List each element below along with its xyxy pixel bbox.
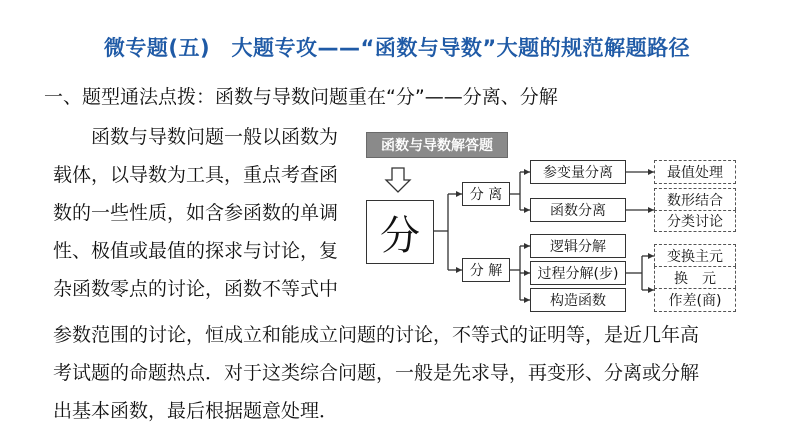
paragraph-line: 载体，以导数为工具，重点考查函	[53, 164, 339, 186]
paragraph-line: 参数范围的讨论，恒成立和能成立问题的讨论，不等式的证明等，是近几年高	[53, 324, 700, 346]
paragraph-line: 杂函数零点的讨论，函数不等式中	[53, 278, 339, 300]
dec-item-construct: 构造函数	[530, 288, 626, 312]
dec-item-logic: 逻辑分解	[530, 234, 626, 258]
result-difference: 作差(商)	[654, 288, 736, 312]
page-title: 微专题(五) 大题专攻——“函数与导数”大题的规范解题路径	[103, 36, 691, 60]
result-shape-number: 数形结合	[654, 188, 736, 210]
paragraph-line: 性、极值或最值的探求与讨论，复	[53, 240, 339, 262]
result-main-var: 变换主元	[654, 244, 736, 266]
paragraph-line: 函数与导数问题一般以函数为	[53, 126, 339, 148]
sep-item-function: 函数分离	[530, 198, 626, 222]
dec-item-process: 过程分解(步)	[530, 261, 626, 285]
section-heading: 一、题型通法点拨：函数与导数问题重在“分”——分离、分解	[44, 86, 558, 108]
paragraph-line: 考试题的命题热点．对于这类综合问题，一般是先求导，再变形、分离或分解	[53, 362, 700, 384]
flow-diagram	[360, 128, 760, 328]
result-extremum: 最值处理	[654, 160, 736, 184]
branch-decompose: 分 解	[462, 258, 510, 282]
result-substitute: 换 元	[654, 266, 736, 288]
diagram-root: 函数与导数解答题	[366, 132, 508, 158]
sep-item-param: 参变量分离	[530, 160, 626, 184]
branch-separate: 分 离	[462, 182, 510, 206]
paragraph-line: 数的一些性质，如含参函数的单调	[53, 202, 339, 224]
diagram-center: 分	[366, 200, 434, 264]
paragraph-line: 出基本函数，最后根据题意处理．	[53, 400, 339, 422]
result-classify: 分类讨论	[654, 210, 736, 232]
